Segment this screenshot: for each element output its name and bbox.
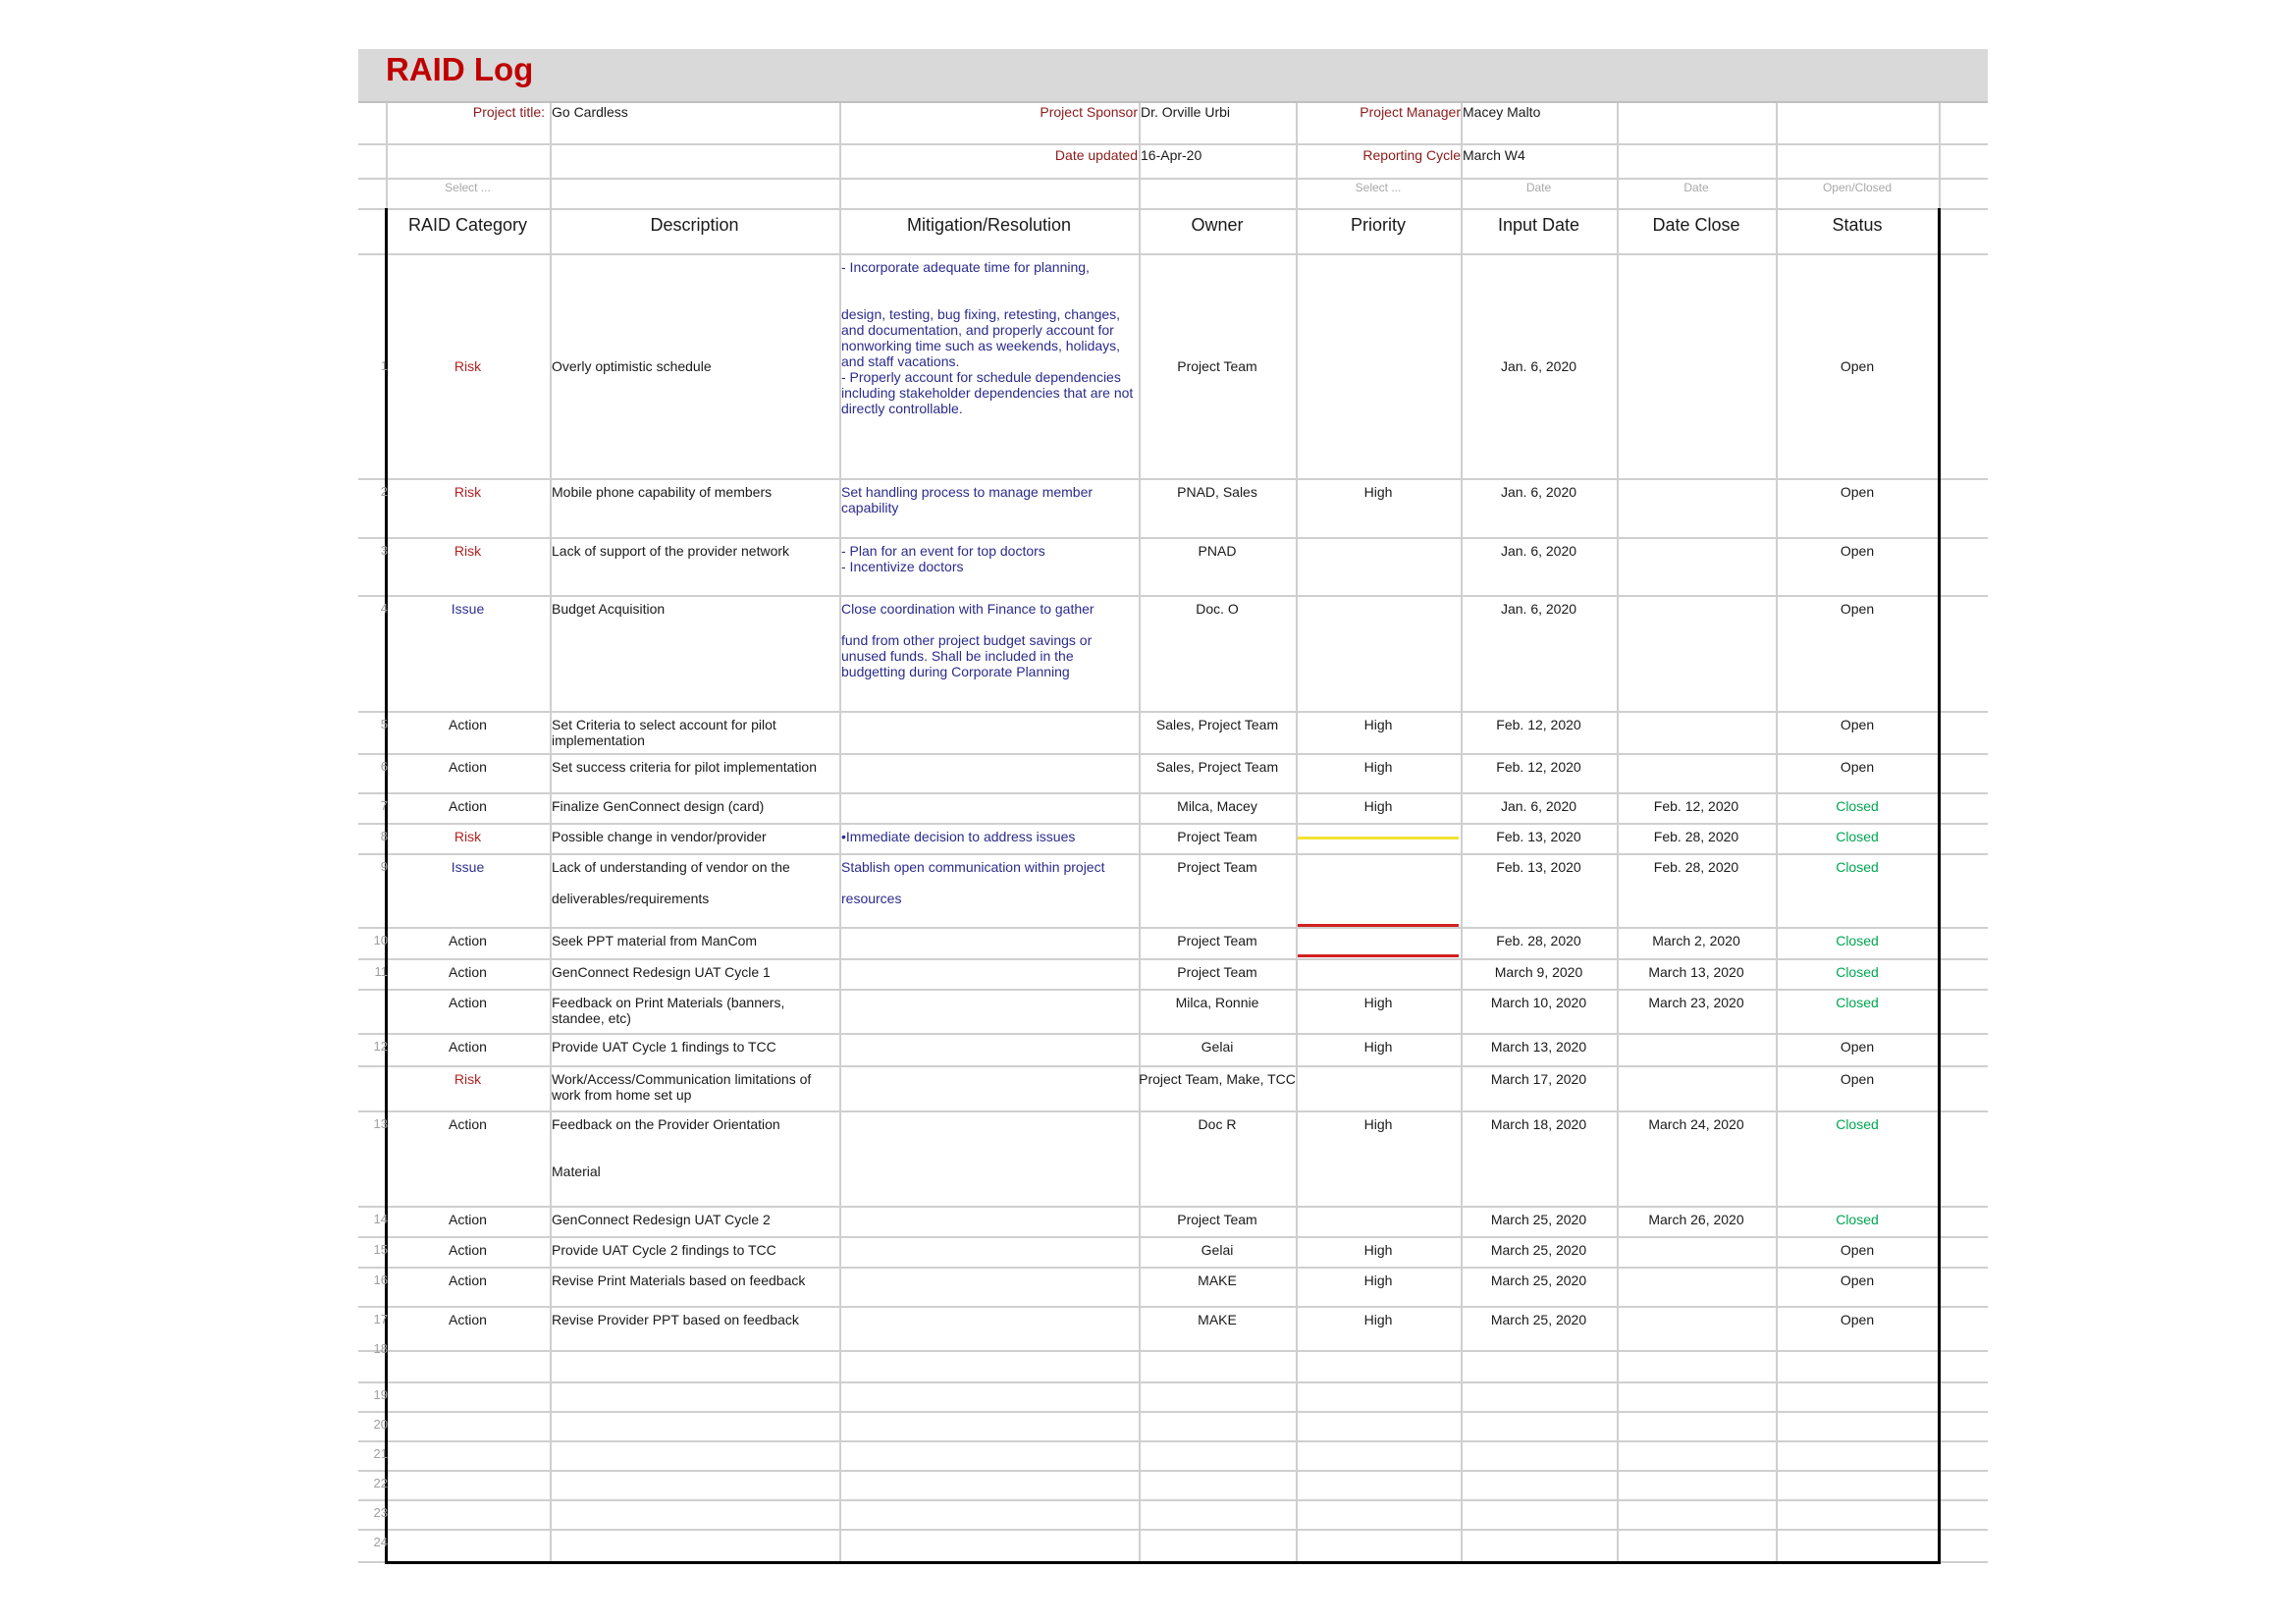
mitigation-cell[interactable] (841, 1312, 1135, 1348)
priority-placeholder[interactable]: Select ... (1355, 181, 1402, 194)
description-cell[interactable]: GenConnect Redesign UAT Cycle 1 (552, 964, 771, 980)
column-header-input-date: Input Date (1497, 215, 1580, 235)
row-divider (358, 1267, 1988, 1269)
sponsor-value: Dr. Orville Urbi (1141, 104, 1231, 120)
date-close-cell[interactable] (1617, 717, 1776, 734)
row-divider (358, 927, 1988, 929)
row-number: 14 (373, 1212, 388, 1226)
description-cell[interactable]: Finalize GenConnect design (card) (552, 798, 765, 814)
row-divider (358, 1033, 1988, 1035)
column-header-description: Description (650, 215, 739, 235)
row-divider (358, 253, 1988, 255)
row-number: 2 (380, 484, 388, 499)
priority-cell[interactable]: High (1363, 1242, 1393, 1258)
description-cell[interactable]: Provide UAT Cycle 1 findings to TCC (552, 1039, 776, 1055)
owner-cell[interactable]: Doc. O (1196, 601, 1239, 617)
row-divider (358, 1306, 1988, 1308)
raid-category-cell[interactable]: Risk (454, 1071, 482, 1087)
raid-category-cell[interactable]: Action (449, 964, 487, 980)
input-date-cell[interactable]: Feb. 12, 2020 (1496, 717, 1581, 732)
row-number: 22 (373, 1476, 388, 1490)
description-cell[interactable]: Revise Provider PPT based on feedback (552, 1312, 799, 1327)
reporting-cycle-label: Reporting Cycle (1362, 147, 1461, 163)
owner-cell[interactable]: Project Team (1177, 829, 1257, 844)
date-close-cell[interactable]: March 2, 2020 (1652, 933, 1740, 948)
description-cell[interactable]: Feedback on the Provider Orientation Material (552, 1116, 780, 1179)
mitigation-cell[interactable] (841, 1116, 1135, 1204)
status-cell[interactable]: Open (1840, 543, 1875, 559)
raid-category-cell[interactable]: Action (449, 1272, 487, 1288)
project-title-value: Go Cardless (552, 104, 628, 120)
status-cell[interactable]: Closed (1836, 1116, 1879, 1132)
priority-cell[interactable] (1296, 358, 1461, 376)
owner-cell[interactable]: Project Team, Make, TCC (1139, 1071, 1296, 1087)
category-placeholder[interactable]: Select ... (445, 181, 491, 194)
date-close-cell[interactable] (1617, 1242, 1776, 1260)
owner-cell[interactable]: Project Team (1177, 933, 1257, 948)
status-placeholder[interactable]: Open/Closed (1822, 181, 1893, 194)
row-number: 4 (380, 601, 388, 616)
column-header-priority: Priority (1350, 215, 1406, 235)
owner-cell[interactable]: PNAD, Sales (1177, 484, 1257, 500)
row-number: 9 (380, 859, 388, 874)
mitigation-cell[interactable] (841, 1272, 1135, 1304)
status-cell[interactable]: Open (1840, 717, 1875, 732)
status-cell[interactable]: Open (1840, 484, 1875, 500)
mitigation-cell[interactable] (841, 964, 1135, 987)
description-cell[interactable]: Possible change in vendor/provider (552, 829, 767, 844)
priority-cell[interactable] (1296, 601, 1461, 619)
row-divider (358, 1065, 1988, 1067)
input-date-cell[interactable]: March 17, 2020 (1490, 1071, 1587, 1087)
input-date-cell[interactable]: March 10, 2020 (1490, 995, 1587, 1010)
priority-highlight-mark (1298, 924, 1459, 927)
row-divider (358, 1411, 1988, 1413)
status-cell[interactable]: Closed (1836, 829, 1879, 844)
input-date-cell[interactable]: Feb. 13, 2020 (1496, 859, 1581, 875)
row-number: 12 (373, 1039, 388, 1054)
priority-cell[interactable]: High (1363, 484, 1393, 500)
row-number: 3 (380, 543, 388, 558)
owner-cell[interactable]: Project Team (1177, 1212, 1257, 1227)
column-header-date-close: Date Close (1652, 215, 1740, 235)
owner-cell[interactable]: Doc R (1198, 1116, 1237, 1132)
description-cell[interactable]: Work/Access/Communication limitations of work from home set up (552, 1071, 816, 1103)
date-close-cell[interactable]: Feb. 12, 2020 (1653, 798, 1739, 814)
raid-category-cell[interactable]: Risk (454, 829, 482, 844)
row-divider (358, 1470, 1988, 1472)
description-cell[interactable]: Lack of support of the provider network (552, 543, 790, 559)
mitigation-cell[interactable] (841, 798, 1135, 821)
input-date-cell[interactable]: March 9, 2020 (1494, 964, 1583, 980)
owner-cell[interactable]: MAKE (1198, 1312, 1237, 1327)
date-close-cell[interactable]: March 13, 2020 (1648, 964, 1744, 980)
mitigation-cell[interactable] (841, 759, 1135, 790)
raid-category-cell[interactable]: Action (449, 1312, 487, 1327)
priority-cell[interactable]: High (1363, 1039, 1393, 1055)
priority-cell[interactable]: High (1363, 798, 1393, 814)
raid-category-cell[interactable]: Action (449, 1242, 487, 1258)
row-divider (358, 1110, 1988, 1112)
date-close-cell[interactable] (1617, 1039, 1776, 1056)
owner-cell[interactable]: Project Team (1177, 358, 1257, 374)
status-cell[interactable]: Open (1840, 1039, 1875, 1055)
owner-cell[interactable]: Sales, Project Team (1155, 717, 1279, 732)
reporting-cycle-value: March W4 (1463, 147, 1525, 163)
mitigation-cell[interactable] (841, 717, 1135, 751)
owner-cell[interactable]: Gelai (1201, 1242, 1234, 1258)
row-divider (358, 208, 1988, 210)
row-divider (358, 1499, 1988, 1501)
description-cell[interactable]: Feedback on Print Materials (banners, standee, etc) (552, 995, 789, 1026)
input-date-cell[interactable]: March 13, 2020 (1490, 1039, 1587, 1055)
priority-cell[interactable]: High (1363, 1312, 1393, 1327)
row-divider (358, 792, 1988, 794)
date-close-cell[interactable]: Feb. 28, 2020 (1653, 859, 1739, 875)
date-close-cell[interactable] (1617, 1312, 1776, 1329)
mitigation-cell[interactable] (841, 1242, 1135, 1265)
input-date-cell[interactable]: March 18, 2020 (1490, 1116, 1587, 1132)
row-divider (358, 1381, 1988, 1383)
priority-highlight-mark (1298, 954, 1459, 957)
status-cell[interactable]: Closed (1836, 798, 1879, 814)
description-cell[interactable]: Overly optimistic schedule (552, 358, 712, 374)
input-date-cell[interactable]: Feb. 12, 2020 (1496, 759, 1581, 775)
mitigation-cell[interactable] (841, 995, 1135, 1031)
input-date-cell[interactable]: Jan. 6, 2020 (1500, 543, 1577, 559)
row-number: 11 (374, 964, 388, 979)
description-cell[interactable]: Revise Print Materials based on feedback (552, 1272, 806, 1288)
row-divider (358, 989, 1988, 991)
manager-label: Project Manager (1360, 104, 1461, 120)
row-number: 13 (373, 1116, 388, 1131)
description-cell[interactable]: Set success criteria for pilot implementation (552, 759, 817, 775)
row-number: 23 (373, 1505, 388, 1520)
input-date-cell[interactable]: Jan. 6, 2020 (1500, 484, 1577, 500)
raid-category-cell[interactable]: Risk (454, 358, 482, 374)
date-close-cell[interactable] (1617, 1272, 1776, 1290)
input-date-cell[interactable]: Jan. 6, 2020 (1500, 798, 1577, 814)
mitigation-cell[interactable] (841, 1212, 1135, 1234)
priority-cell[interactable]: High (1363, 1116, 1393, 1132)
input-date-cell[interactable]: Jan. 6, 2020 (1500, 601, 1577, 617)
row-number: 16 (373, 1272, 388, 1287)
raid-category-cell[interactable]: Action (449, 1039, 487, 1055)
input-date-cell[interactable]: Feb. 28, 2020 (1496, 933, 1581, 948)
mitigation-cell[interactable]: - Plan for an event for top doctors - Incentivize doctors (841, 543, 1045, 574)
row-divider (358, 143, 1988, 145)
row-number: 1 (380, 358, 388, 373)
raid-category-cell[interactable]: Action (449, 1116, 487, 1132)
raid-category-cell[interactable]: Action (449, 759, 487, 775)
priority-highlight-mark (1298, 837, 1459, 839)
owner-cell[interactable]: Sales, Project Team (1155, 759, 1279, 775)
sponsor-label: Project Sponsor (1040, 104, 1138, 120)
mitigation-cell[interactable] (841, 1071, 1135, 1109)
owner-cell[interactable]: MAKE (1198, 1272, 1237, 1288)
date-close-cell[interactable]: March 24, 2020 (1648, 1116, 1744, 1132)
input-date-cell[interactable]: Jan. 6, 2020 (1500, 358, 1577, 374)
status-cell[interactable]: Open (1840, 358, 1875, 374)
date-close-cell[interactable] (1617, 601, 1776, 619)
priority-cell[interactable]: High (1363, 759, 1393, 775)
row-number: 18 (373, 1341, 388, 1356)
description-cell[interactable]: Mobile phone capability of members (552, 484, 773, 500)
row-divider (358, 753, 1988, 755)
status-cell[interactable]: Open (1840, 1242, 1875, 1258)
row-number: 15 (373, 1242, 388, 1257)
mitigation-cell[interactable]: Set handling process to manage member capability (841, 484, 1096, 515)
row-number: 24 (373, 1535, 388, 1549)
status-cell[interactable]: Open (1840, 1071, 1875, 1087)
raid-category-cell[interactable]: Action (449, 1212, 487, 1227)
mitigation-cell[interactable]: Stablish open communication within project resources (841, 859, 1105, 906)
date-updated-value: 16-Apr-20 (1141, 147, 1202, 163)
table-frame-bottom (385, 1561, 1941, 1564)
date-close-cell[interactable]: March 26, 2020 (1648, 1212, 1744, 1227)
date-close-cell[interactable]: March 23, 2020 (1648, 995, 1744, 1010)
description-cell[interactable]: Budget Acquisition (552, 601, 666, 617)
raid-category-cell[interactable]: Action (449, 717, 487, 732)
description-cell[interactable]: Seek PPT material from ManCom (552, 933, 758, 948)
mitigation-cell[interactable]: - Incorporate adequate time for planning, design, testing, bug fixing, retesting, changes, and documentation, and properly account for nonworking time such as weekends, holidays, and staff vacations. - Properly account for schedule dependencies including stakeholder dependencies that are not directly controllable. (841, 259, 1134, 416)
row-number: 7 (380, 798, 388, 813)
row-divider (358, 1236, 1988, 1238)
status-cell[interactable]: Closed (1836, 1212, 1879, 1227)
priority-cell[interactable] (1296, 859, 1461, 877)
raid-category-cell[interactable]: Issue (451, 859, 485, 875)
row-number (358, 995, 388, 1010)
owner-cell[interactable]: Milca, Macey (1177, 798, 1257, 814)
row-divider (358, 1350, 1988, 1352)
spreadsheet-grid (358, 49, 1988, 1581)
mitigation-cell[interactable]: •Immediate decision to address issues (841, 829, 1076, 844)
row-divider (358, 1529, 1988, 1531)
status-cell[interactable]: Closed (1836, 933, 1879, 948)
input-date-cell[interactable]: March 25, 2020 (1490, 1242, 1587, 1258)
row-divider (358, 595, 1988, 597)
column-header-owner: Owner (1191, 215, 1244, 235)
date-close-placeholder[interactable]: Date (1683, 181, 1709, 194)
priority-cell[interactable] (1296, 543, 1461, 561)
status-cell[interactable]: Open (1840, 601, 1875, 617)
row-number: 19 (373, 1387, 388, 1402)
owner-cell[interactable]: Project Team (1177, 964, 1257, 980)
description-cell[interactable]: Provide UAT Cycle 2 findings to TCC (552, 1242, 776, 1258)
date-close-cell[interactable]: Feb. 28, 2020 (1653, 829, 1739, 844)
priority-cell[interactable] (1296, 1212, 1461, 1229)
row-divider (358, 958, 1988, 960)
input-date-cell[interactable]: March 25, 2020 (1490, 1272, 1587, 1288)
priority-cell[interactable]: High (1363, 717, 1393, 732)
raid-category-cell[interactable]: Risk (454, 484, 482, 500)
date-close-cell[interactable] (1617, 759, 1776, 777)
row-divider (358, 1206, 1988, 1208)
owner-cell[interactable]: Project Team (1177, 859, 1257, 875)
input-date-cell[interactable]: March 25, 2020 (1490, 1212, 1587, 1227)
status-cell[interactable]: Open (1840, 1312, 1875, 1327)
description-cell[interactable]: GenConnect Redesign UAT Cycle 2 (552, 1212, 771, 1227)
column-header-status: Status (1832, 215, 1883, 235)
status-cell[interactable]: Closed (1836, 964, 1879, 980)
priority-cell[interactable]: High (1363, 995, 1393, 1010)
owner-cell[interactable]: PNAD (1198, 543, 1237, 559)
mitigation-cell[interactable] (841, 933, 1135, 956)
owner-cell[interactable]: Milca, Ronnie (1175, 995, 1259, 1010)
column-header-mitigation: Mitigation/Resolution (906, 215, 1072, 235)
priority-cell[interactable] (1296, 964, 1461, 982)
status-cell[interactable]: Closed (1836, 859, 1879, 875)
row-number: 5 (380, 717, 388, 731)
date-close-cell[interactable] (1617, 1071, 1776, 1089)
row-number (358, 1071, 388, 1087)
title-bar (358, 49, 1988, 103)
raid-category-cell[interactable]: Action (449, 995, 487, 1010)
status-cell[interactable]: Open (1840, 759, 1875, 775)
priority-cell[interactable] (1296, 1071, 1461, 1089)
column-header-category: RAID Category (407, 215, 528, 235)
row-number: 21 (373, 1446, 388, 1461)
row-divider (358, 711, 1988, 713)
row-number: 20 (373, 1417, 388, 1432)
row-number: 17 (373, 1312, 388, 1326)
owner-cell[interactable]: Gelai (1201, 1039, 1234, 1055)
table-frame-right (1938, 208, 1941, 1561)
row-divider (358, 823, 1988, 825)
raid-category-cell[interactable]: Action (449, 933, 487, 948)
date-close-cell[interactable] (1617, 358, 1776, 376)
priority-cell[interactable] (1296, 933, 1461, 950)
input-date-cell[interactable]: March 25, 2020 (1490, 1312, 1587, 1327)
row-number: 6 (380, 759, 388, 774)
date-close-cell[interactable] (1617, 543, 1776, 561)
page-title: RAID Log (386, 51, 534, 87)
raid-category-cell[interactable]: Risk (454, 543, 482, 559)
row-divider (358, 1440, 1988, 1442)
status-cell[interactable]: Closed (1836, 995, 1879, 1010)
table-frame-left (385, 208, 388, 1561)
row-divider (358, 853, 1988, 855)
description-cell[interactable]: Set Criteria to select account for pilot implementation (552, 717, 780, 748)
date-close-cell[interactable] (1617, 484, 1776, 502)
input-date-cell[interactable]: Feb. 13, 2020 (1496, 829, 1581, 844)
raid-category-cell[interactable]: Issue (451, 601, 485, 617)
date-updated-label: Date updated (1054, 147, 1138, 163)
description-cell[interactable]: Lack of understanding of vendor on the deliverables/requirements (552, 859, 790, 906)
manager-value: Macey Malto (1463, 104, 1541, 120)
raid-category-cell[interactable]: Action (449, 798, 487, 814)
row-number: 8 (380, 829, 388, 843)
mitigation-cell[interactable]: Close coordination with Finance to gather fund from other project budget savings or unused funds. Shall be included in the budgetting during Corporate Planning (841, 601, 1095, 679)
project-title-label: Project title: (472, 104, 545, 120)
priority-cell[interactable]: High (1363, 1272, 1393, 1288)
mitigation-cell[interactable] (841, 1039, 1135, 1063)
input-date-placeholder[interactable]: Date (1525, 181, 1552, 194)
status-cell[interactable]: Open (1840, 1272, 1875, 1288)
row-number: 10 (373, 933, 388, 947)
